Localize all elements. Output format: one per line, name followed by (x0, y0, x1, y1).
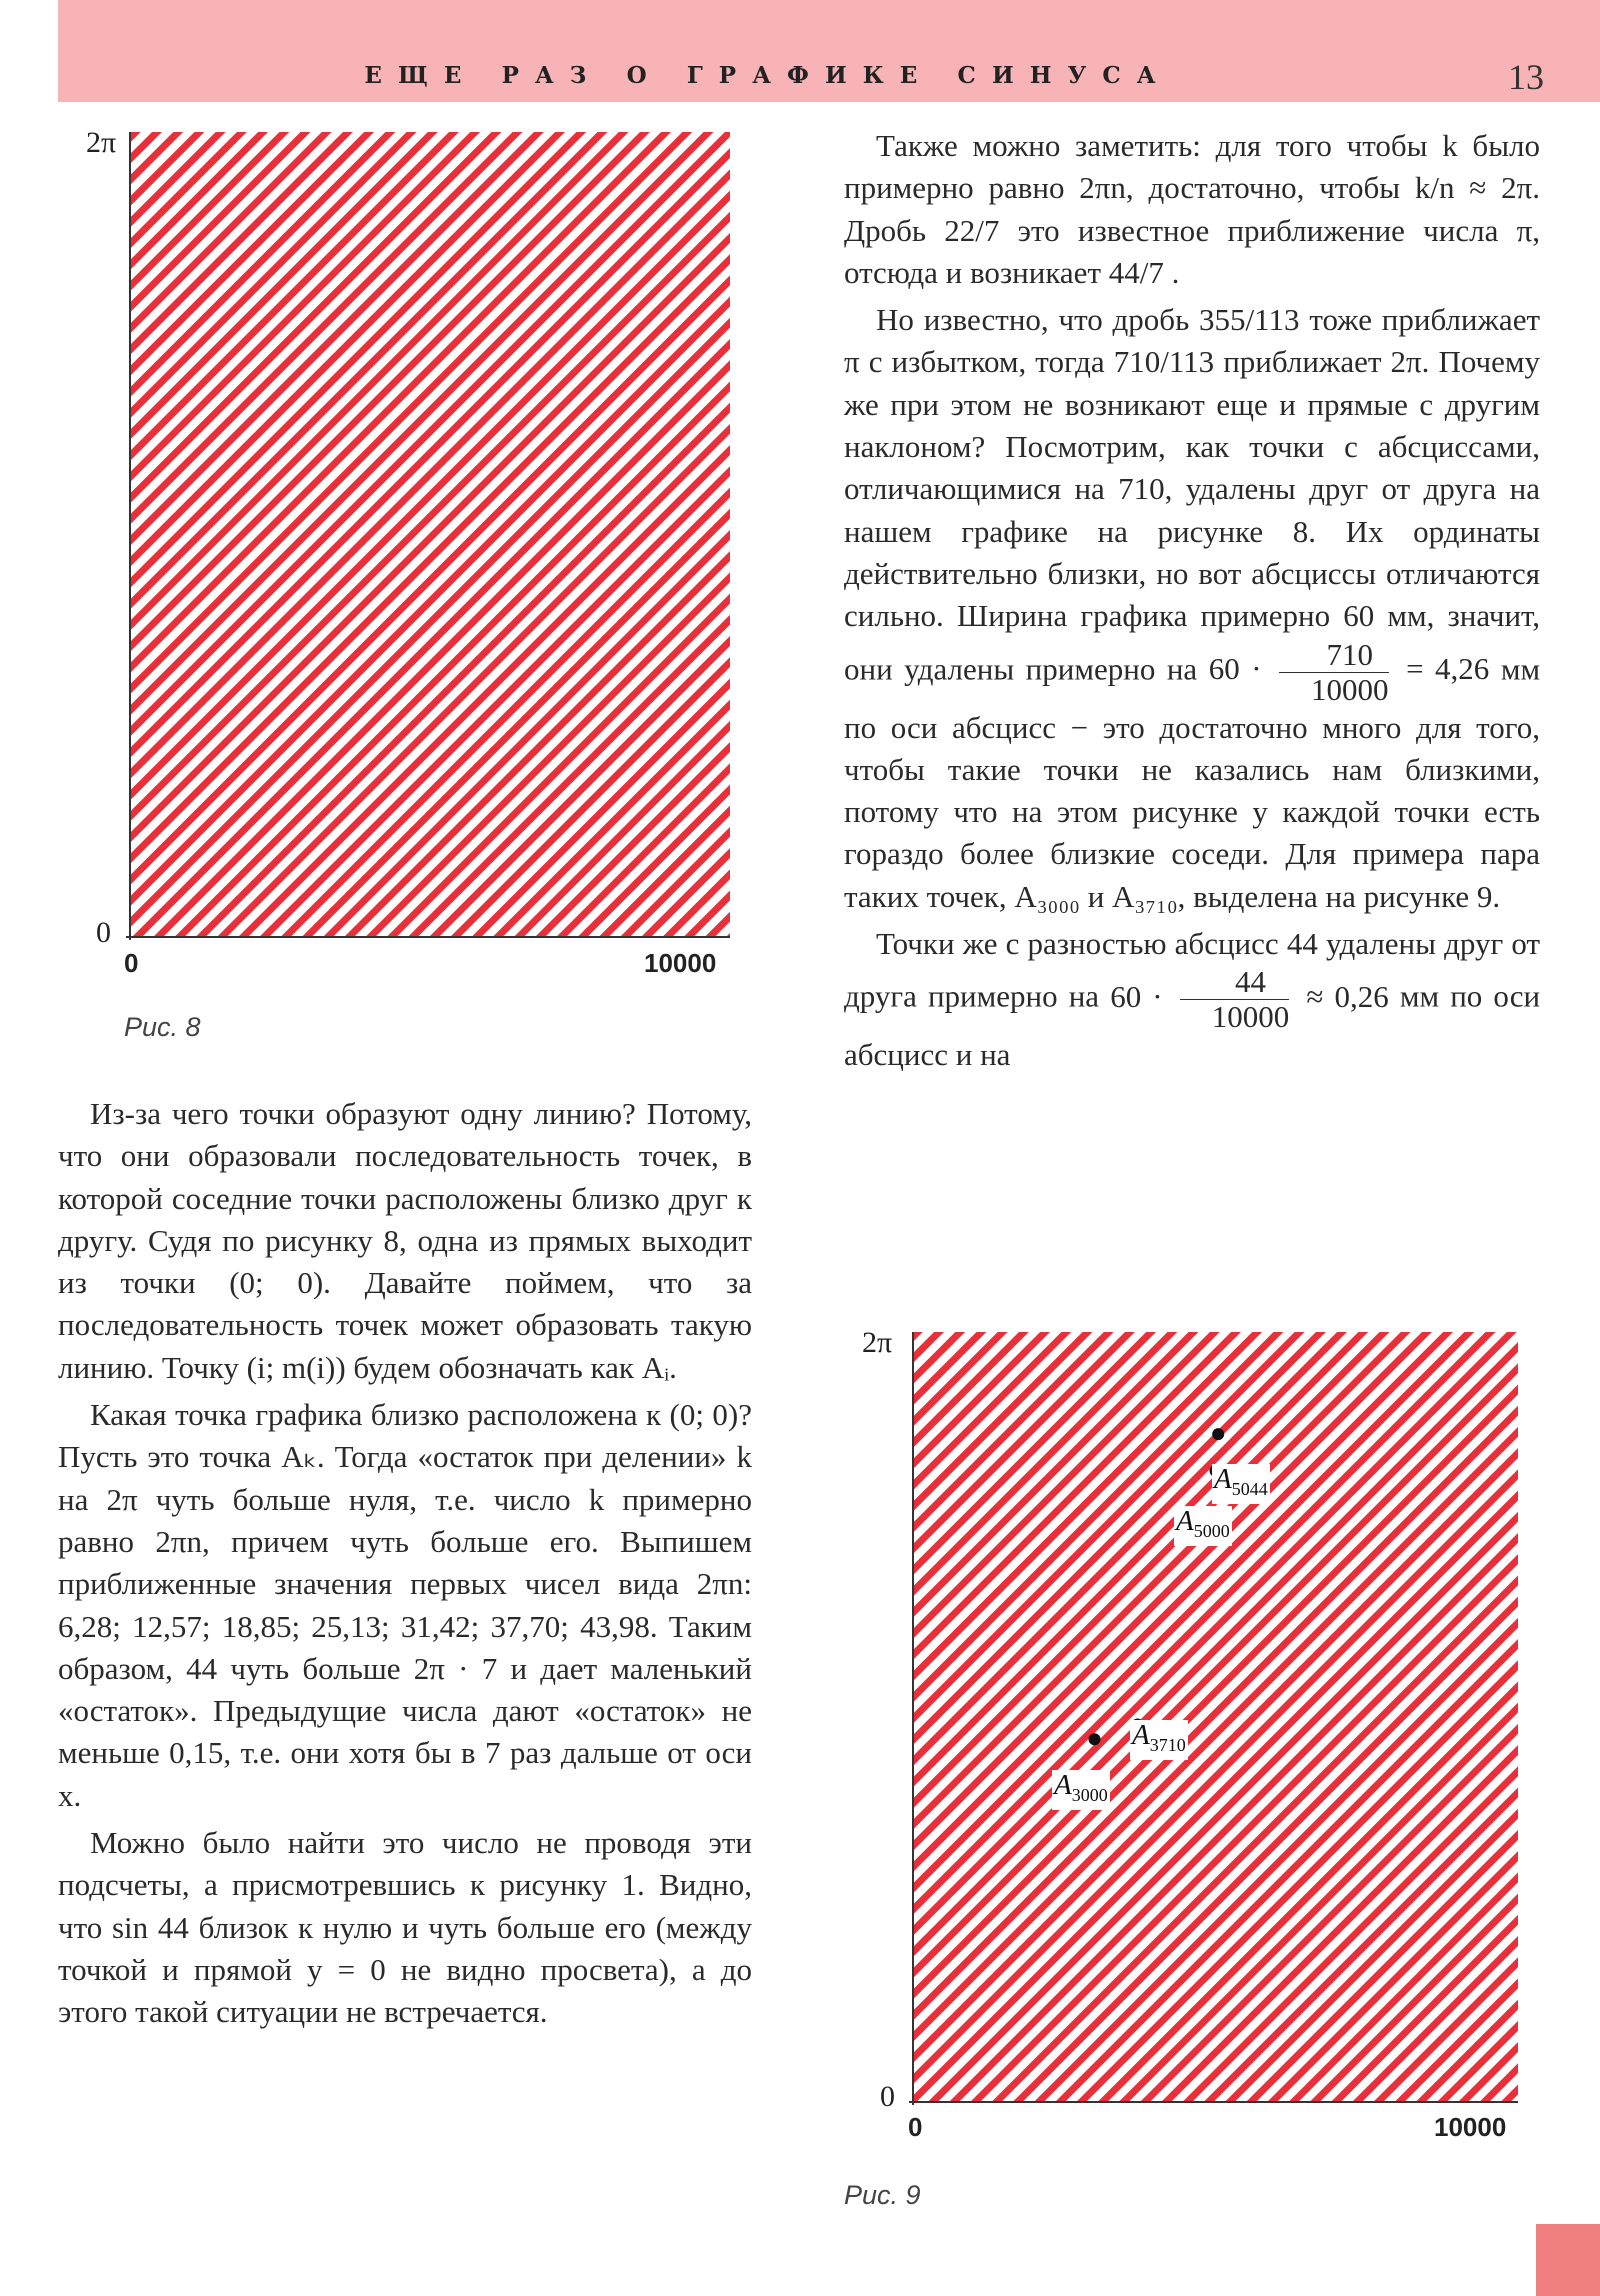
left-paragraph-2: Какая точка графика близко расположена к (0; 0)? Пусть это точка Aₖ. Тогда «остаток при делении» k на 2π чуть больше нуля, т.е. число k примерно равно 2πn, причем чуть больше его. Выпишем приближенные значения первых чисел вида 2πn: 6,28; 12,57; 18,85; 25,13; 31,42; 37,70; 43,98. Таким образом, 44 чуть больше 2π · 7 и дает маленький «остаток». Предыдущие числа дают «остаток» не меньше 0,15, т.е. они хотя бы в 7 раз дальше от оси x. (58, 1397, 752, 1813)
figure-9 (840, 1320, 1540, 2250)
figure-8-plot (58, 120, 748, 1050)
right-paragraph-3-text-b: мм по оси абсцисс и на (844, 978, 1541, 1073)
figure-8-x-right-label: 10000 (644, 948, 717, 978)
figure-8-caption: Рис. 8 (124, 1012, 201, 1042)
point-label-index: 5044 (1231, 1478, 1268, 1499)
page-number: 13 (1508, 57, 1544, 97)
point-a3000 (1089, 1733, 1101, 1745)
figure-9-hatched-area (913, 1332, 1518, 2102)
formula-44-pre: 60 · (1110, 978, 1163, 1014)
left-paragraph-1: Из-за чего точки образуют одну линию? Потому, что они образовали последовательность точек, в которой соседние точки расположены близко друг к другу. Судя по рисунку 8, одна из прямых выходит из точки (0; 0). Давайте поймем, что за последовательность точек может образовать такую линию. Точку (i; m(i)) будем обозначать как Aᵢ. (58, 1096, 752, 1385)
formula-710 (1208, 636, 1501, 707)
formula-44-post: ≈ 0,26 (1306, 978, 1389, 1014)
formula-710-pre: 60 · (1208, 651, 1262, 687)
point-a5044 (1212, 1428, 1224, 1440)
page-header (58, 0, 1600, 102)
point-label-letter: A (1054, 1769, 1072, 1801)
right-paragraph-2-text-a: Но известно, что дробь 355/113 тоже приближает π с избытком, тогда 710/113 приближает 2π. Почему же при этом не возникают еще и прямые с другим наклоном? Посмотрим, как точки с абсциссами, отличающимися на 710, удалены друг от друга на нашем графике на рисунке 8. Их ординаты действительно близки, но вот абсциссы отличаются сильно. Ширина графика примерно 60 мм, значит, они удалены примерно на (844, 302, 1540, 687)
fraction-710-10000 (1279, 638, 1389, 707)
point-label-index: 3710 (1149, 1734, 1186, 1755)
figure-9-x-right-label: 10000 (1434, 2112, 1507, 2142)
figure-9-plot (840, 1320, 1540, 2250)
point-label-index: 3000 (1071, 1784, 1108, 1805)
fraction-denominator: 10000 (1311, 671, 1389, 707)
right-column (844, 125, 1540, 1082)
right-paragraph-2 (844, 299, 1540, 918)
right-paragraph-3 (844, 923, 1540, 1077)
left-column (58, 1093, 752, 2039)
figure-8-y-bottom-label: 0 (96, 916, 111, 949)
fraction-denominator: 10000 (1211, 999, 1290, 1035)
figure-9-caption: Рис. 9 (844, 2180, 921, 2210)
point-label-letter: A (1132, 1719, 1150, 1751)
figure-9-y-top-label: 2π (862, 1326, 893, 1359)
right-paragraph-1: Также можно заметить: для того чтобы k было примерно равно 2πn, достаточно, чтобы k/n ≈ 2π. Дробь 22/7 это известное приближение числа π, отсюда и возникает 44/7 . (844, 128, 1540, 290)
point-label-index: 5000 (1193, 1520, 1230, 1541)
fraction-numerator: 710 (1279, 638, 1389, 673)
formula-44 (1110, 964, 1400, 1035)
figure-8-hatched-area (130, 132, 730, 937)
point-label-a5044 (1212, 1464, 1270, 1504)
figure-9-x-left-label: 0 (908, 2112, 923, 2142)
figure-8-y-top-label: 2π (86, 126, 117, 159)
right-paragraph-3-text-a: Точки же с разностью абсцисс 44 удалены друг от друга примерно на (844, 926, 1540, 1014)
formula-710-post: = 4,26 (1406, 651, 1490, 687)
figure-8 (58, 120, 748, 1050)
point-label-letter: A (1176, 1505, 1194, 1537)
point-label-a3000 (1052, 1770, 1110, 1810)
fraction-numerator: 44 (1180, 965, 1290, 1000)
point-label-a3710 (1130, 1720, 1188, 1760)
point-label-letter: A (1214, 1463, 1232, 1495)
right-paragraph-2-text-b: мм по оси абсцисс − это достаточно много для того, чтобы такие точки не казались нам близкими, потому что на этом рисунке у каждой точки есть гораздо более близкие соседи. Для примера пара таких точек, A₃₀₀₀ и A₃₇₁₀, выделена на рисунке 9. (844, 651, 1541, 914)
running-title: ЕЩЕ РАЗ О ГРАФИКЕ СИНУСА (364, 62, 1172, 89)
corner-tab (1536, 2224, 1600, 2296)
fraction-44-10000 (1180, 965, 1290, 1034)
left-paragraph-3: Можно было найти это число не проводя эти подсчеты, а присмотревшись к рисунку 1. Видно, что sin 44 близок к нулю и чуть больше его (между точкой и прямой y = 0 не видно просвета), а до этого такой ситуации не встречается. (58, 1825, 752, 2030)
figure-8-x-left-label: 0 (124, 948, 139, 978)
point-label-a5000 (1174, 1506, 1232, 1546)
figure-9-y-bottom-label: 0 (880, 2080, 895, 2113)
